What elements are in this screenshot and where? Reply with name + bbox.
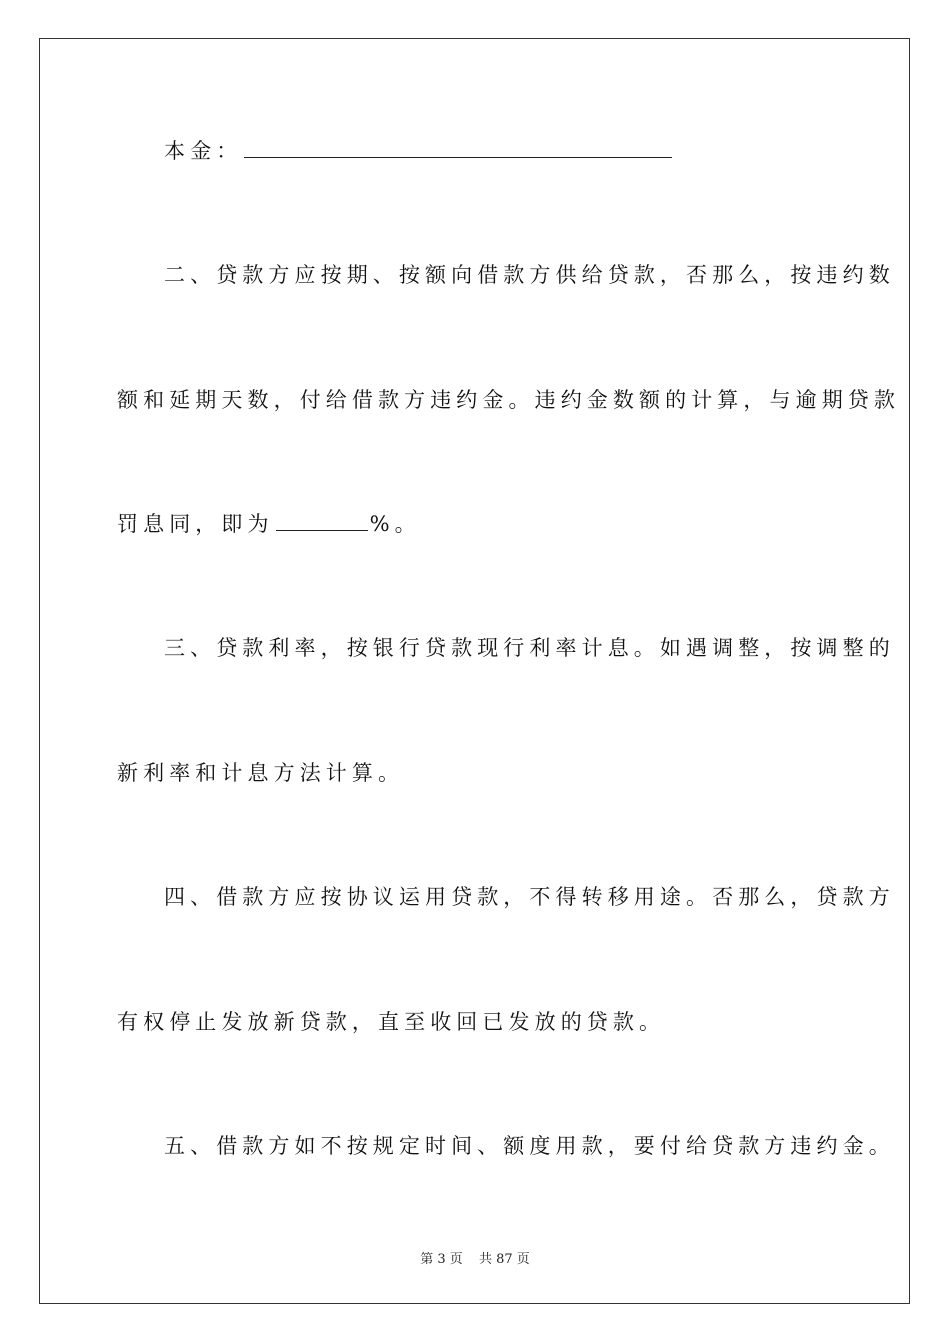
principal-blank [244, 137, 672, 158]
clause-3-line-1: 三、贷款利率，按银行贷款现行利率计息。如遇调整，按调整的 [164, 636, 895, 660]
clause-2-line-3 [117, 510, 837, 538]
page-total: 共 87 页 [478, 1252, 530, 1267]
page-footer [0, 1248, 950, 1267]
penalty-rate-prefix: 罚息同，即为 [117, 512, 274, 536]
penalty-rate-blank [276, 510, 368, 531]
clause-5-line-1: 五、借款方如不按规定时间、额度用款，要付给贷款方违约金。 [164, 1134, 895, 1158]
page-number: 第 3 页 [420, 1252, 463, 1267]
principal-label: 本金： [164, 139, 243, 163]
page-border [39, 38, 910, 1304]
clause-2-line-2: 额和延期天数，付给借款方违约金。违约金数额的计算，与逾期贷款 [117, 388, 900, 412]
clause-4-line-1: 四、借款方应按协议运用贷款，不得转移用途。否那么，贷款方 [164, 885, 895, 909]
clause-3-line-2: 新利率和计息方法计算。 [117, 761, 405, 785]
clause-2-line-1: 二、贷款方应按期、按额向借款方供给贷款，否那么，按违约数 [164, 263, 895, 287]
clause-4-line-2: 有权停止发放新贷款，直至收回已发放的贷款。 [117, 1010, 666, 1034]
penalty-rate-suffix: %。 [369, 512, 421, 536]
principal-line [117, 137, 884, 165]
